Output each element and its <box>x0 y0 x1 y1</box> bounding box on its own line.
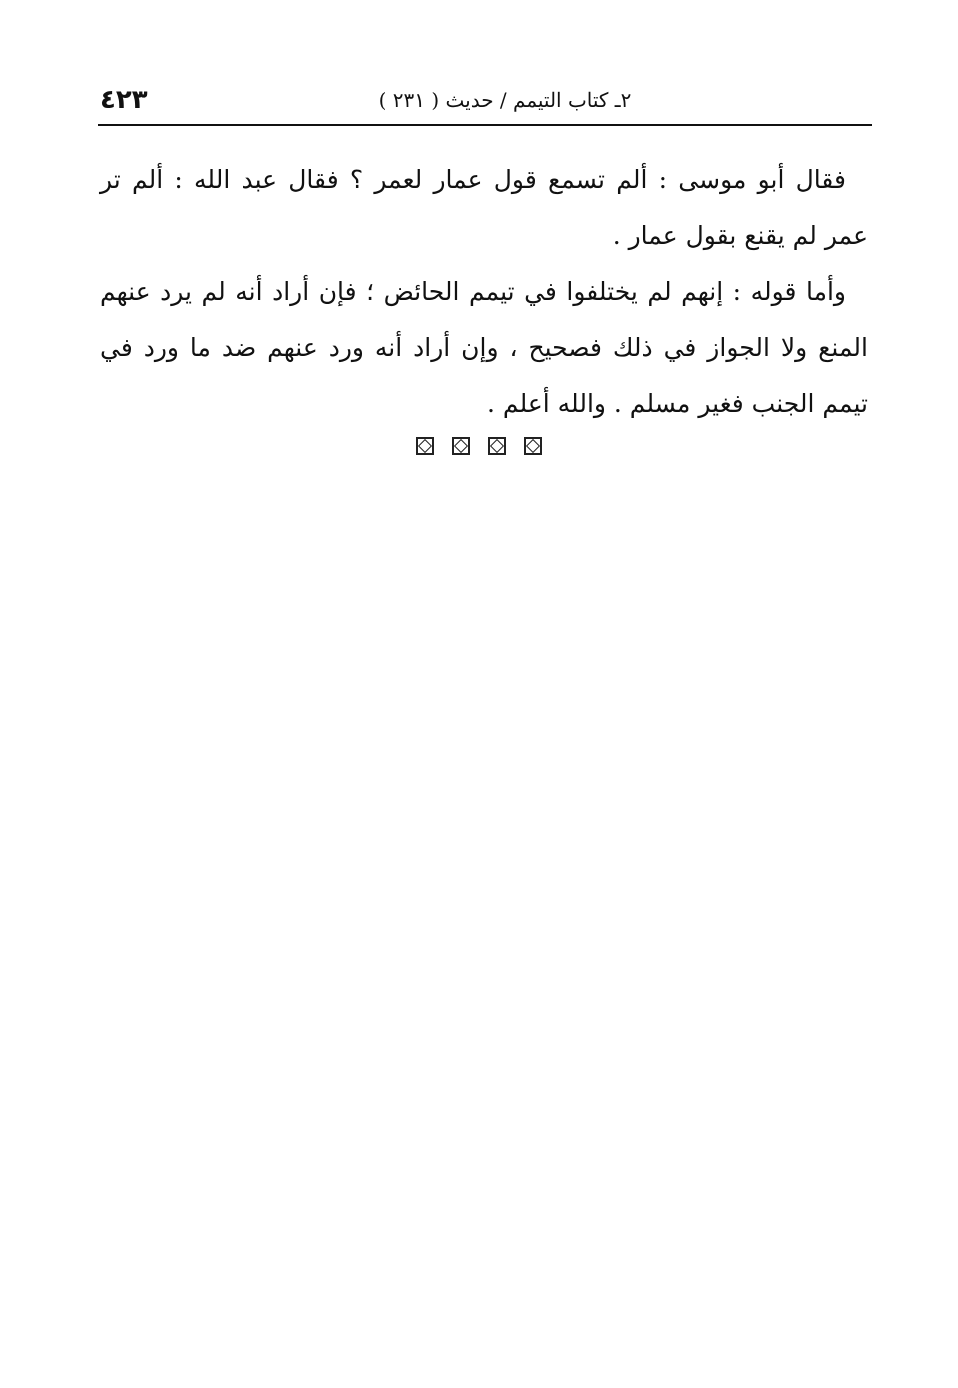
decorative-square-ornament-icon <box>452 437 470 455</box>
running-title: ٢ـ كتاب التيمم / حديث ( ٢٣١ ) <box>378 88 632 112</box>
decorative-square-ornament-icon <box>416 437 434 455</box>
header-divider <box>98 124 872 126</box>
decorative-square-ornament-icon <box>488 437 506 455</box>
page-header <box>98 80 872 120</box>
decorative-square-ornament-icon <box>524 437 542 455</box>
paragraph: وأما قوله : إنهم لم يختلفوا في تيمم الحائض ؛ فإن أراد أنه لم يرد عنهم المنع ولا الجواز في ذلك فصحيح ، وإن أراد أنه ورد عنهم ضد ما ورد في تيمم الجنب فغير مسلم . والله أعلم . <box>100 277 868 418</box>
main-text <box>100 152 868 432</box>
section-end-ornaments <box>0 437 958 455</box>
paragraph: فقال أبو موسى : ألم تسمع قول عمار لعمر ؟ فقال عبد الله : ألم تر عمر لم يقنع بقول عمار . <box>100 165 868 250</box>
page-number: ٤٢٣ <box>100 85 148 115</box>
